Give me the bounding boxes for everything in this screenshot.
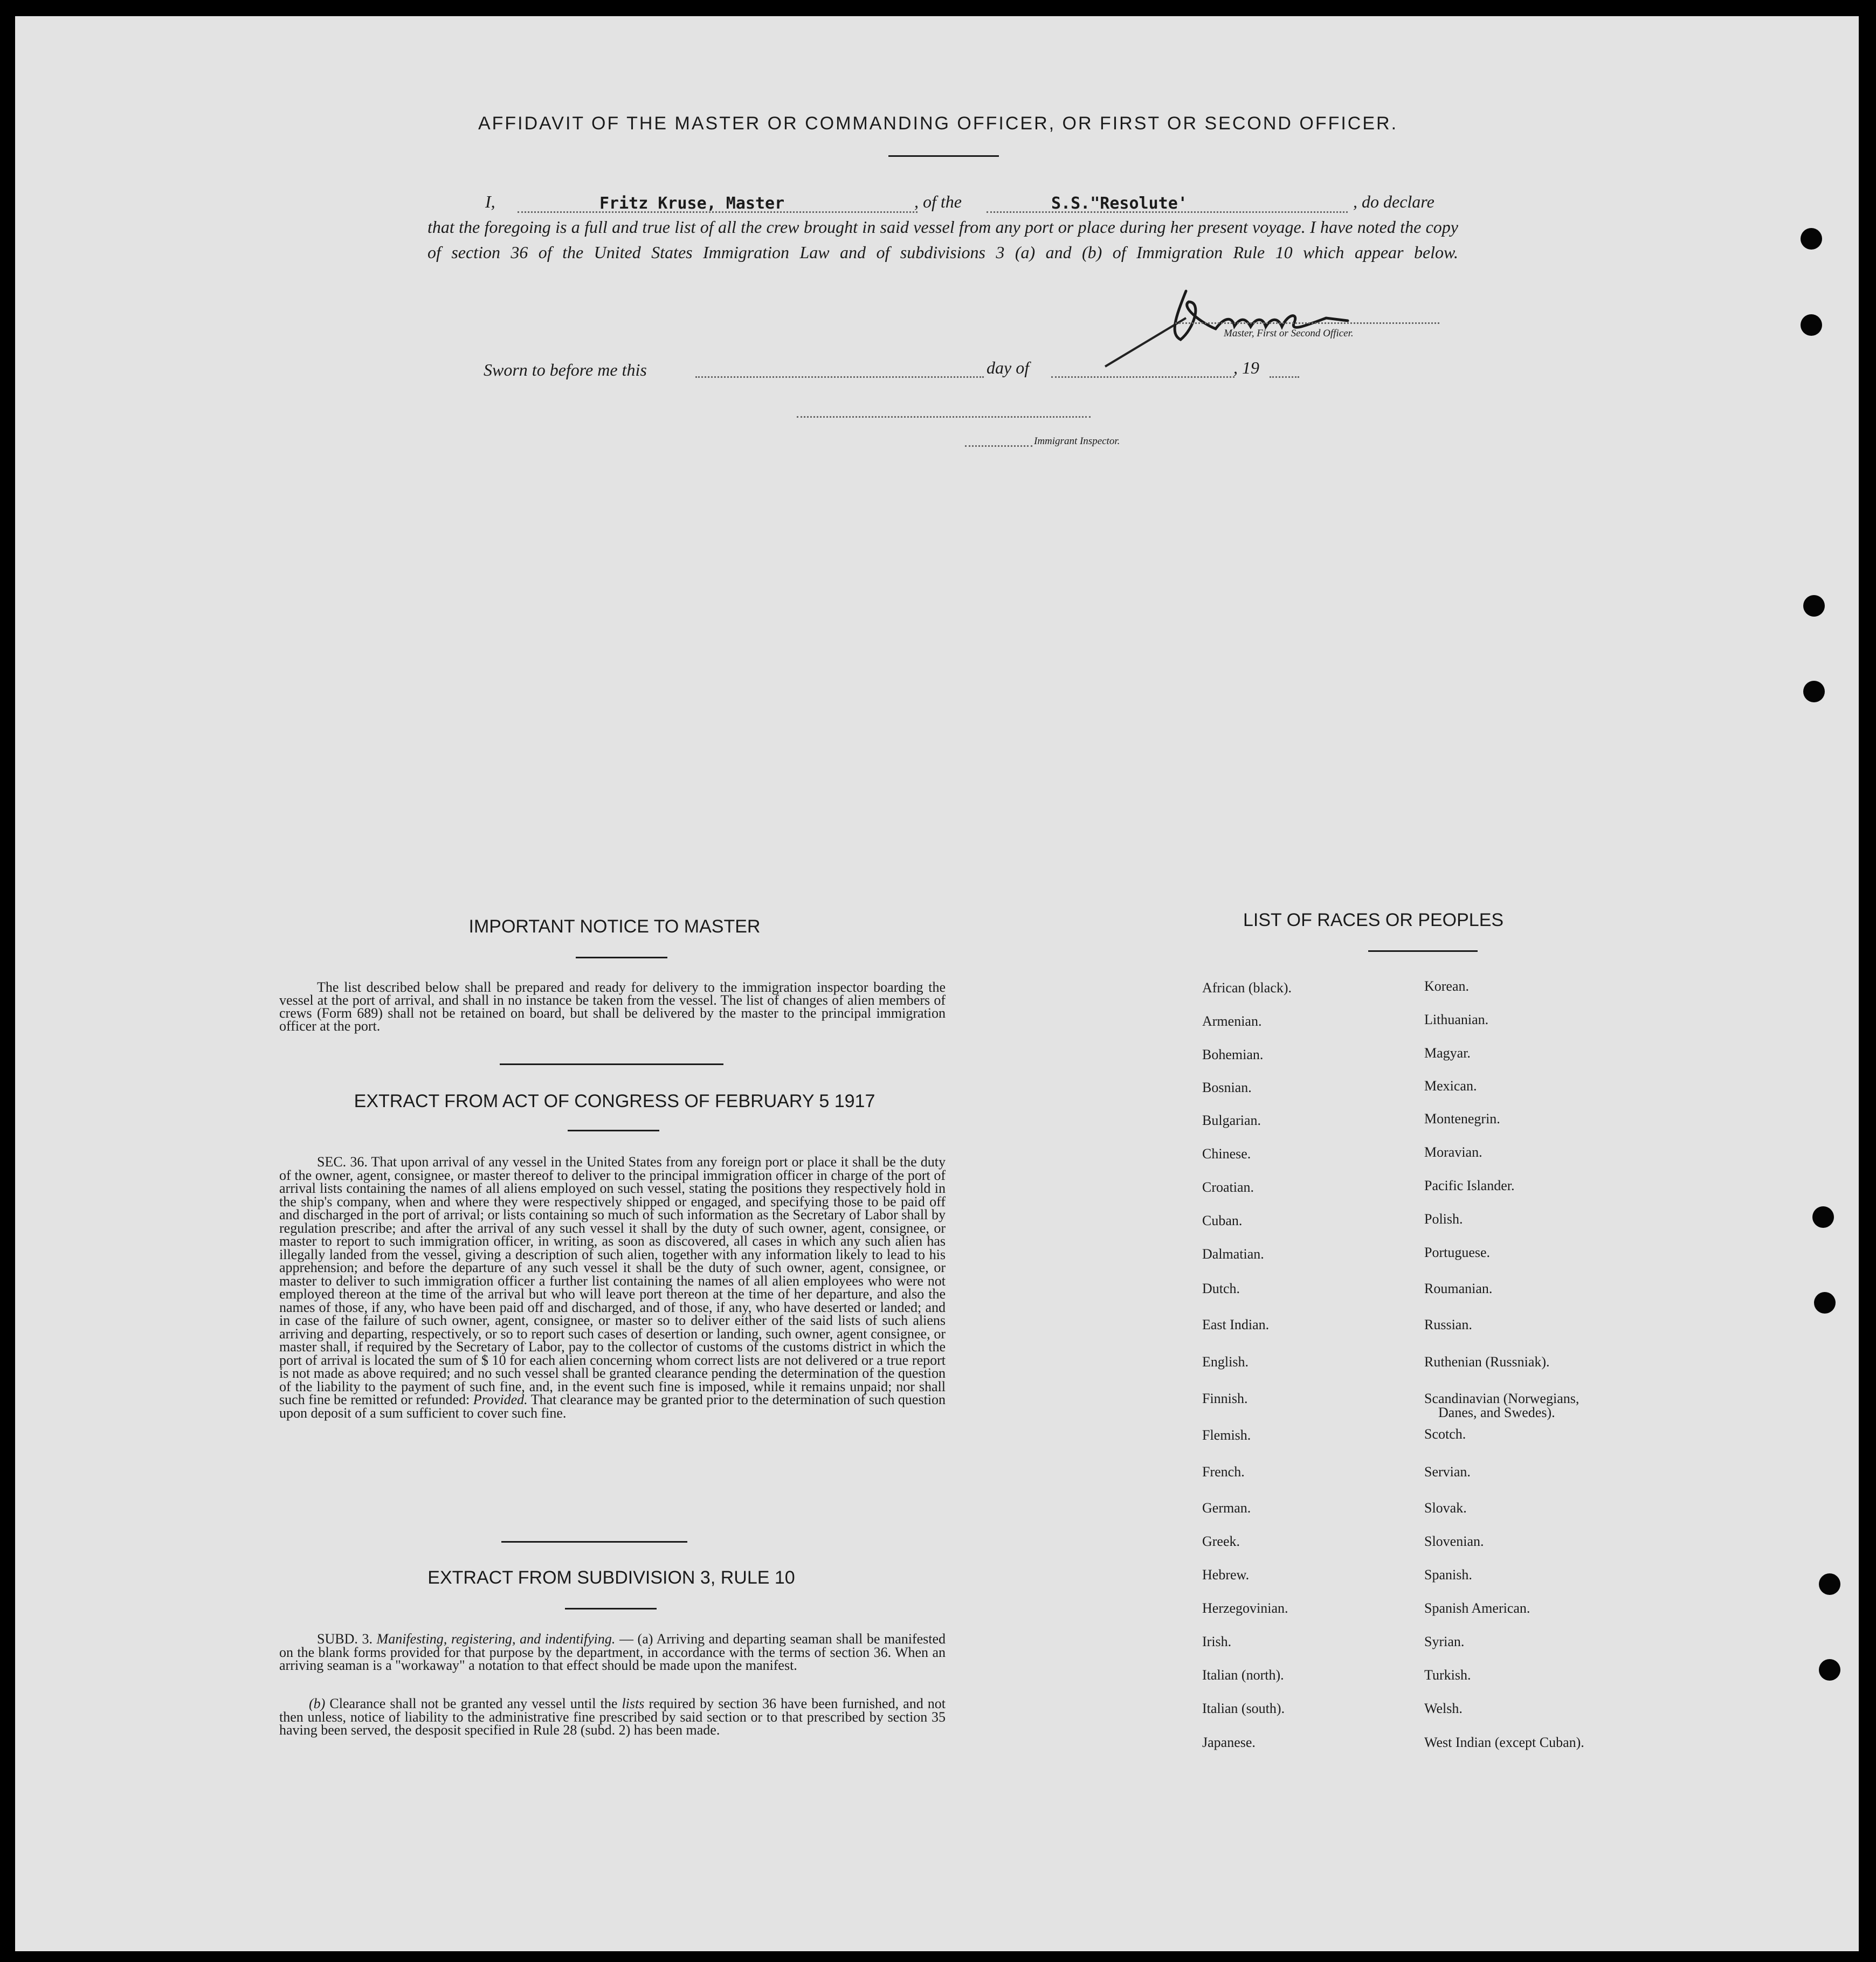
race-item: Korean.	[1424, 978, 1470, 994]
race-item: Slovenian.	[1424, 1533, 1484, 1549]
race-item: Flemish.	[1202, 1427, 1251, 1443]
signature-text	[1164, 291, 1165, 292]
race-item: East Indian.	[1202, 1317, 1270, 1332]
binder-hole	[1819, 1659, 1840, 1681]
binder-hole	[1812, 1206, 1834, 1228]
race-item: Russian.	[1424, 1317, 1472, 1332]
declarant-label: I,	[485, 192, 495, 211]
race-item: Scandinavian (Norwegians,	[1424, 1391, 1580, 1406]
subd-label: SUBD. 3.	[317, 1631, 373, 1647]
subd-a-text: Arriving and departing seaman shall be manifested on the blank forms provided for that purpose by the department, in accordance with the terms of section 36. When an arriving seaman is a "workaway" a notation to that effect should be made upon the manifest.	[279, 1631, 946, 1673]
races-title: LIST OF RACES OR PEOPLES	[1243, 910, 1504, 930]
race-item: Armenian.	[1202, 1013, 1262, 1029]
act-rule	[501, 1541, 687, 1543]
subd-b-lists: lists	[622, 1696, 645, 1711]
notice-rule	[500, 1063, 723, 1065]
inspector-caption: Immigrant Inspector.	[1034, 436, 1120, 447]
race-item: German.	[1202, 1500, 1251, 1516]
notice-text: The list described below shall be prepared and ready for delivery to the immigration inspector boarding the vessel at the port of arrival, and shall in no instance be taken from the vessel. The list of changes of alien members of crews (Form 689) shall not be retained on board, but shall be delivered by the master to the principal immigration officer at the port.	[279, 979, 946, 1034]
binder-hole	[1801, 228, 1822, 250]
race-item: Magyar.	[1424, 1045, 1471, 1061]
subd-b-text-2: required by section 36 have been furnished, and not then unless, notice of liability to the administrative fine prescribed by said section or to that prescribed by section 35 having been served, the desposit specified in Rule 28 (subd. 2) has been made.	[279, 1696, 946, 1738]
race-item: Hebrew.	[1202, 1567, 1250, 1583]
sec36-body: SEC. 36. That upon arrival of any vessel in the United States from any foreign port or place it shall be the duty of the owner, agent, consignee, or master thereof to deliver to the principal immigration officer in charge of the port of arrival lists containing the names of all aliens employed on such vessel, stating the positions they respectively hold in the ship's company, when and where they were respectively shipped or engaged, and specifying those to be paid off and discharged in the port of arrival; or lists containing so much of such information as the Secretary of Labor shall by regulation prescribe; and after the arrival of any such vessel it shall by the duty of such owner, agent, consignee, or master to report to such immigration officer, in writing, as soon as discovered, all cases in which any such alien has illegally landed from the vessel, giving a description of such alien, together with any information likely to lead to his apprehension; and before the departure of any such vessel it shall be the duty of such owner, agent, consignee, or master to deliver to such immigration officer a further list containing the names of all alien employees who were not employed thereon at the time of the arrival but who will leave port thereon at the time of her departure, and also the names of those, if any, who have been paid off and discharged, and of those, if any, who have deserted or landed; and in case of the failure of such owner, agent, consignee, or master so to deliver either of the said lists of such aliens arriving and departing, respectively, or so to report such cases of desertion or landing, such owner, agent consignee, or master shall, if required by the Secretary of Labor, pay to the collector of customs of the customs district in which the port of arrival is located the sum of $ 10 for each alien concerning whom correct lists are not delivered or a true report is not made as above required; and no such vessel shall be granted clearance pending the determination of the question of the liability to the payment of such fine, and, in the event such fine is imposed, while it remains unpaid; nor shall such fine be remitted or refunded:	[279, 1154, 946, 1407]
race-item: Croatian.	[1202, 1179, 1254, 1195]
binder-hole	[1803, 595, 1825, 617]
subd-heading: Manifesting, registering, and indentifying.	[376, 1631, 616, 1647]
rule-extract-title: EXTRACT FROM SUBDIVISION 3, RULE 10	[427, 1567, 795, 1588]
race-item: Italian (south).	[1202, 1701, 1285, 1716]
race-item: Bulgarian.	[1202, 1113, 1261, 1128]
race-item: French.	[1202, 1464, 1245, 1480]
race-item: Montenegrin.	[1424, 1111, 1500, 1127]
subd3b-text	[279, 1697, 946, 1737]
master-name: Fritz Kruse, Master	[599, 194, 785, 213]
of-the-label: , of the	[914, 192, 962, 211]
race-item: Dutch.	[1202, 1281, 1240, 1296]
rule-title-rule	[565, 1608, 657, 1609]
race-item: Japanese.	[1202, 1735, 1256, 1750]
sec36-text	[279, 1156, 946, 1420]
race-item: Dalmatian.	[1202, 1246, 1264, 1262]
race-item: Bohemian.	[1202, 1047, 1264, 1062]
race-item: Ruthenian (Russniak).	[1424, 1354, 1550, 1370]
signer-caption: Master, First or Second Officer.	[1224, 328, 1354, 339]
sworn-day-blank	[695, 376, 984, 378]
race-item: Spanish.	[1424, 1567, 1472, 1583]
race-item: Portuguese.	[1424, 1245, 1491, 1260]
signature	[1094, 280, 1461, 372]
binder-hole	[1801, 314, 1822, 336]
subd-b-text-1: Clearance shall not be granted any vessel until the	[329, 1696, 618, 1711]
race-item: Spanish American.	[1424, 1600, 1530, 1616]
race-item: Mexican.	[1424, 1078, 1477, 1094]
race-item: Cuban.	[1202, 1213, 1243, 1228]
race-item: Bosnian.	[1202, 1080, 1252, 1095]
title-rule	[888, 155, 999, 157]
affidavit-body: that the foregoing is a full and true list of all the crew brought in said vessel from any port or place during her present voyage. I have noted the copy of section 36 of the United States Immigration Law and of subdivisions 3 (a) and (b) of Immigration Rule 10 which appear below.	[427, 217, 1458, 262]
race-scandinavian-continuation: Danes, and Swedes).	[1438, 1405, 1555, 1420]
race-item: Scotch.	[1424, 1426, 1466, 1442]
race-item: African (black).	[1202, 980, 1292, 996]
subd-a-label: — (a)	[619, 1631, 653, 1647]
subd-b-label: (b)	[309, 1696, 326, 1711]
inspector-caption-line	[965, 445, 1032, 447]
sworn-month-blank	[1051, 376, 1234, 378]
race-item: Finnish.	[1202, 1391, 1248, 1406]
race-item: Lithuanian.	[1424, 1012, 1489, 1027]
sec36-end: That clearance may be granted prior to the determination of such question upon deposit of a sum sufficient to cover such fine.	[279, 1392, 946, 1421]
race-item: Chinese.	[1202, 1146, 1251, 1162]
vessel-name: S.S."Resolute'	[1051, 194, 1188, 213]
race-item: Turkish.	[1424, 1667, 1471, 1683]
declare-label: , do declare	[1353, 192, 1434, 211]
race-item: Pacific Islander.	[1424, 1178, 1515, 1193]
sworn-label: Sworn to before me this	[484, 360, 647, 379]
provided-word: Provided.	[473, 1392, 528, 1407]
races-title-rule	[1368, 950, 1478, 952]
day-of-label: day of	[987, 358, 1030, 377]
race-item: Welsh.	[1424, 1701, 1463, 1716]
race-item: West Indian (except Cuban).	[1424, 1735, 1584, 1750]
race-item: Roumanian.	[1424, 1281, 1493, 1296]
notice-title: IMPORTANT NOTICE TO MASTER	[468, 916, 761, 937]
signature-line	[1175, 322, 1439, 324]
sworn-year-blank	[1270, 376, 1299, 378]
affidavit-title: AFFIDAVIT OF THE MASTER OR COMMANDING OFFICER, OR FIRST OR SECOND OFFICER.	[478, 113, 1398, 134]
binder-hole	[1803, 681, 1825, 702]
inspector-line	[797, 416, 1091, 418]
race-item: Irish.	[1202, 1634, 1232, 1649]
race-item: Syrian.	[1424, 1634, 1465, 1649]
race-item: Slovak.	[1424, 1500, 1467, 1516]
act-extract-title: EXTRACT FROM ACT OF CONGRESS OF FEBRUARY 5 1917	[354, 1091, 875, 1111]
act-title-rule	[568, 1130, 659, 1131]
binder-hole	[1819, 1573, 1840, 1595]
race-item: Italian (north).	[1202, 1667, 1284, 1683]
race-item: English.	[1202, 1354, 1249, 1370]
binder-hole	[1814, 1292, 1836, 1314]
year-label: , 19	[1233, 358, 1259, 377]
race-item: Herzegovinian.	[1202, 1600, 1288, 1616]
race-item: Polish.	[1424, 1211, 1463, 1227]
subd3a-text	[279, 1633, 946, 1673]
notice-title-rule	[576, 957, 667, 958]
race-item: Servian.	[1424, 1464, 1471, 1480]
race-item: Greek.	[1202, 1533, 1240, 1549]
race-item: Moravian.	[1424, 1144, 1482, 1160]
